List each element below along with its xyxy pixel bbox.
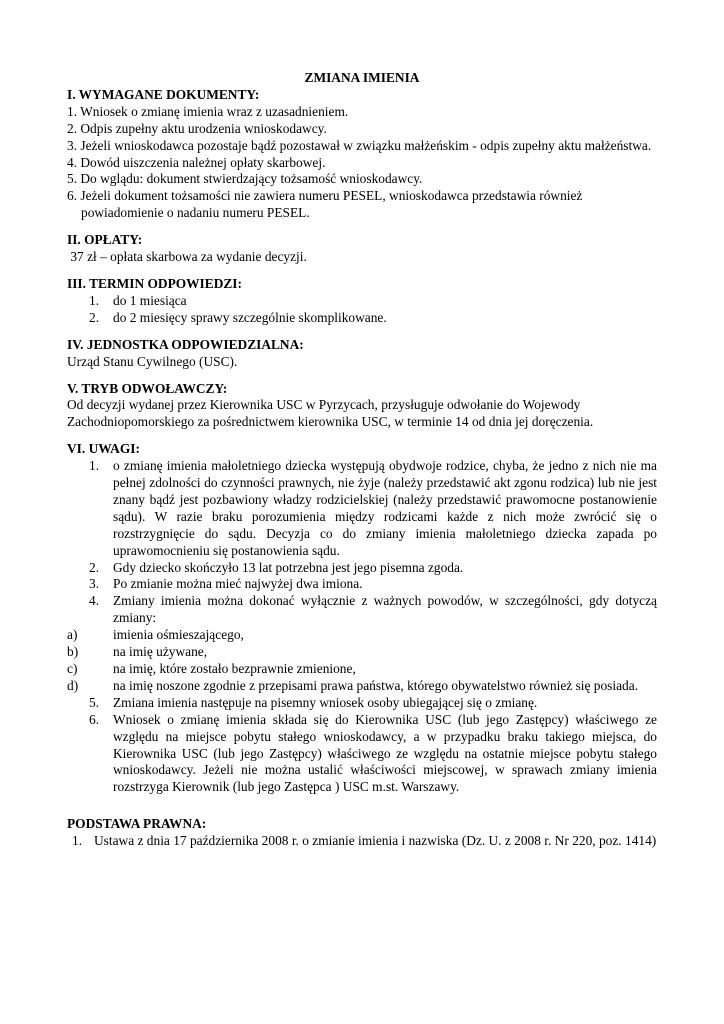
section-remarks xyxy=(67,441,657,796)
item-text: Gdy dziecko skończyło 13 lat potrzebna jest jego pisemna zgoda. xyxy=(113,559,464,575)
item-text: na imię używane, xyxy=(113,644,208,660)
remarks-sublist xyxy=(67,627,657,695)
item-text: Po zmianie można mieć najwyżej dwa imiona. xyxy=(113,576,363,592)
list-item xyxy=(67,560,657,577)
list-item xyxy=(67,310,657,327)
list-item: 3. Jeżeli wnioskodawca pozostaje bądź pozostawał w związku małżeńskim - odpis zupełny aktu małżeństwa. xyxy=(67,137,652,153)
section-responsible-unit xyxy=(67,337,657,371)
item-text: na imię noszone zgodnie z przepisami prawa państwa, którego obywatelstwo również się posiada. xyxy=(113,677,639,693)
item-marker: d) xyxy=(67,677,79,693)
section-required-documents xyxy=(67,87,657,222)
list-item: 5. Do wglądu: dokument stwierdzający tożsamość wnioskodawcy. xyxy=(67,171,423,187)
list-item xyxy=(67,458,657,559)
item-text: o zmianę imienia małoletniego dziecka występują obydwoje rodzice, chyba, że jedno z nich nie ma pełnej zdolności do czynności prawnych, nie żyje (należy przedstawić akt zgonu rodzica) lub nie jest znany bądź jest pozbawiony władzy rodzicielskiej (należy przedstawić prawomocne postanowienie sądu). W razie braku porozumienia między rodzicami każde z nich może zwrócić się o rozstrzygnięcie do sądu. Decyzja co do zmiany imienia małoletniego dziecka zapada po uprawomocnieniu się postanowienia sądu. xyxy=(113,458,657,558)
appeal-text: Od decyzji wydanej przez Kierownika USC w Pyrzycach, przysługuje odwołanie do Wojewody Zachodniopomorskiego za pośrednictwem kierownika USC, w terminie 14 od dnia jej doręczenia. xyxy=(67,397,594,430)
section-fees xyxy=(67,232,657,266)
section-response-time xyxy=(67,276,657,327)
list-item xyxy=(67,695,657,712)
document-title: ZMIANA IMIENIA xyxy=(304,70,420,85)
list-item: 1. Wniosek o zmianę imienia wraz z uzasadnieniem. xyxy=(67,103,349,119)
document-page xyxy=(67,70,657,850)
section-legal-basis xyxy=(67,816,657,850)
list-item xyxy=(67,678,657,695)
item-marker: 3. xyxy=(89,576,100,592)
documents-list xyxy=(67,104,657,222)
section-heading: I. WYMAGANE DOKUMENTY: xyxy=(67,86,260,102)
list-item xyxy=(67,293,657,310)
list-item xyxy=(67,712,657,797)
item-marker: a) xyxy=(67,627,78,643)
item-text: Wniosek o zmianę imienia składa się do Kierownika USC (lub jego Zastępcy) właściwego ze względu na miejsce pobytu stałego wnioskodawcy, a w przypadku braku takiego miejsca, do Kierownika USC (lub jego Zastępcy) właściwego ze względu na ostatnie miejsce pobytu stałego wnioskodawcy. Jeżeli nie można ustalić właściwości miejscowej, w sprawach zmiany imienia rozstrzyga Kierownik (lub jego Zastępca ) USC m.st. Warszawy. xyxy=(113,711,657,795)
section-heading: III. TERMIN ODPOWIEDZI: xyxy=(67,275,242,291)
list-item: 4. Dowód uiszczenia należnej opłaty skarbowej. xyxy=(67,154,326,170)
remarks-list xyxy=(67,458,657,627)
section-heading: PODSTAWA PRAWNA: xyxy=(67,816,207,832)
item-text: Zmiana imienia następuje na pisemny wniosek osoby ubiegającej się o zmianę. xyxy=(113,694,538,710)
remarks-list-continued xyxy=(67,695,657,796)
section-appeal xyxy=(67,381,657,432)
section-heading: VI. UWAGI: xyxy=(67,441,140,457)
item-marker: 4. xyxy=(89,593,100,609)
item-marker: 2. xyxy=(89,559,100,575)
fee-text: 37 zł – opłata skarbowa za wydanie decyzji. xyxy=(67,249,307,265)
item-marker: 1. xyxy=(89,458,100,474)
item-marker: 6. xyxy=(89,711,100,727)
list-item xyxy=(67,576,657,593)
item-marker: 1. xyxy=(72,833,83,849)
item-text: na imię, które zostało bezprawnie zmienione, xyxy=(113,661,356,676)
item-text: Ustawa z dnia 17 października 2008 r. o zmianie imienia i nazwiska (Dz. U. z 2008 r. Nr 220, poz. 1414) xyxy=(94,833,657,849)
item-text: imienia ośmieszającego, xyxy=(113,627,244,643)
section-heading: V. TRYB ODWOŁAWCZY: xyxy=(67,380,228,396)
list-item: 6. Jeżeli dokument tożsamości nie zawiera numeru PESEL, wnioskodawca przedstawia również powiadomienie o nadaniu numeru PESEL. xyxy=(67,188,583,221)
response-time-list xyxy=(67,293,657,327)
list-item xyxy=(67,644,657,661)
legal-basis-list xyxy=(67,833,657,850)
list-item xyxy=(67,661,657,678)
section-heading: II. OPŁATY: xyxy=(67,232,143,248)
item-marker: 1. xyxy=(89,292,100,308)
list-item xyxy=(67,627,657,644)
section-heading: IV. JEDNOSTKA ODPOWIEDZIALNA: xyxy=(67,336,304,352)
item-marker: c) xyxy=(67,661,78,676)
list-item xyxy=(67,833,657,850)
item-text: do 2 miesięcy sprawy szczególnie skomplikowane. xyxy=(113,309,387,325)
item-marker: 2. xyxy=(89,309,100,325)
unit-text: Urząd Stanu Cywilnego (USC). xyxy=(67,353,238,369)
list-item xyxy=(67,593,657,627)
item-text: do 1 miesiąca xyxy=(113,292,187,308)
item-marker: 5. xyxy=(89,694,100,710)
item-marker: b) xyxy=(67,644,79,660)
list-item: 2. Odpis zupełny aktu urodzenia wnioskodawcy. xyxy=(67,120,327,136)
item-text: Zmiany imienia można dokonać wyłącznie z ważnych powodów, w szczególności, gdy dotyczą zmiany: xyxy=(113,593,657,626)
